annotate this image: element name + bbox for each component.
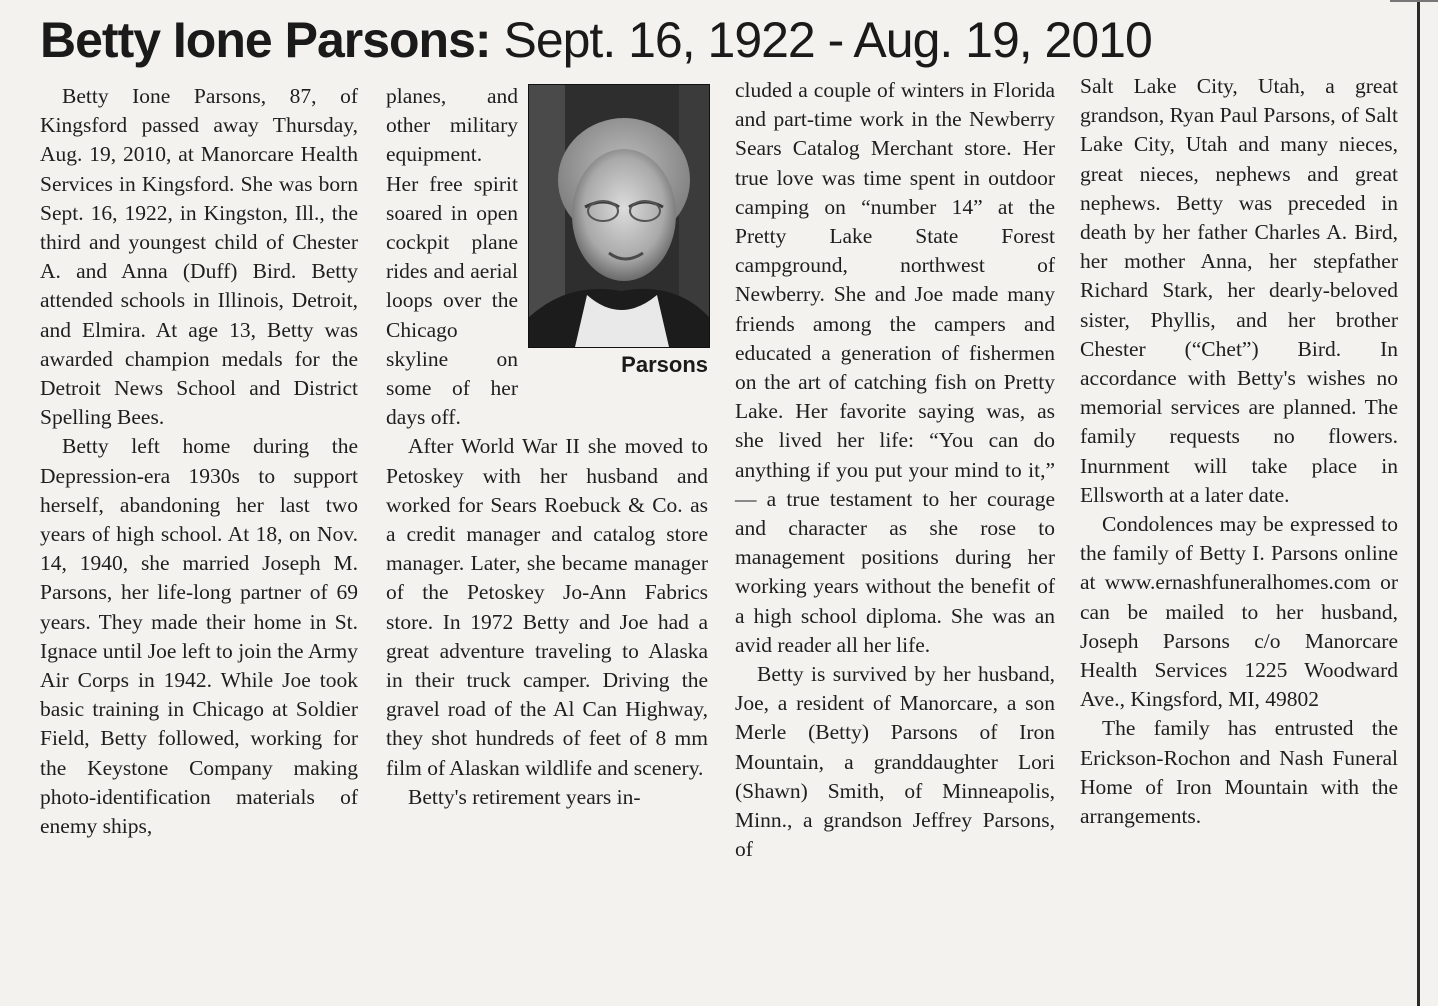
headline	[40, 10, 1340, 70]
top-rule	[1390, 0, 1438, 2]
column-rule	[1417, 0, 1420, 1006]
paragraph: planes, and other military equipment. Her free spirit soared in open cockpit plane rides and aerial loops over the Chicago skyline on some of her days off.	[386, 84, 518, 430]
photo-caption: Parsons	[621, 352, 708, 377]
paragraph: Betty is survived by her husband, Joe, a resident of Manorcare, a son Merle (Betty) Parsons of Iron Mountain, a granddaughter Lori (Shawn) Smith, of Minneapolis, Minn., a grandson Jeffrey Parsons, of	[735, 662, 1055, 862]
headline-name: Betty Ione Parsons:	[40, 12, 491, 68]
column-1	[40, 82, 358, 841]
column-3	[735, 76, 1055, 864]
paragraph: Betty Ione Parsons, 87, of Kingsford passed away Thursday, Aug. 19, 2010, at Manorcare Health Services in Kingsford. She was born Sept. 16, 1922, in Kingston, Ill., the third and youngest child of Chester A. and Anna (Duff) Bird. Betty attended schools in Illinois, Detroit, and Elmira. At age 13, Betty was awarded champion medals for the Detroit News School and District Spelling Bees.	[40, 84, 358, 430]
paragraph: Betty left home during the Depression-era 1930s to support herself, abandoning her last two years of high school. At 18, on Nov. 14, 1940, she married Joseph M. Parsons, her life-long partner of 69 years. They made their home in St. Ignace until Joe left to join the Army Air Corps in 1942. While Joe took basic training in Chicago at Soldier Field, Betty followed, working for the Keystone Company making photo-identification materials of enemy ships,	[40, 434, 358, 839]
paragraph: Betty's retirement years in-	[408, 784, 641, 809]
column-2	[386, 82, 708, 812]
paragraph: Salt Lake City, Utah, a great grandson, Ryan Paul Parsons, of Salt Lake City, Utah and many nieces, great nieces, nephews and great nephews. Betty was preceded in death by her father Charles A. Bird, her mother Anna, her stepfather Richard Stark, her dearly-beloved sister, Phyllis, and her brother Chester (“Chet”) Bird. In accordance with Betty's wishes no memorial services are planned. The family requests no flowers. Inurnment will take place in Ellsworth at a later date.	[1080, 74, 1398, 507]
headline-dates: Sept. 16, 1922 - Aug. 19, 2010	[503, 12, 1152, 68]
paragraph: Condolences may be expressed to the family of Betty I. Parsons online at www.ernashfuneralhomes.com or can be mailed to her husband, Joseph Parsons c/o Manorcare Health Services 1225 Woodward Ave., Kingsford, MI, 49802	[1080, 512, 1398, 712]
paragraph: cluded a couple of winters in Florida and part-time work in the Newberry Sears Catalog Merchant store. Her true love was time spent in outdoor camping on “number 14” at the Pretty Lake State Forest campground, northwest of Newberry. She and Joe made many friends among the campers and educated a generation of fishermen on the art of catching fish on Pretty Lake. Her favorite saying was, as she lived her life: “You can do anything if you put your mind to it,” — a true testament to her courage and character as she rose to management positions during her working years without the benefit of a high school diploma. She was an avid reader all her life.	[735, 78, 1055, 657]
column-4	[1080, 72, 1398, 831]
paragraph: The family has entrusted the Erickson-Rochon and Nash Funeral Home of Iron Mountain with the arrangements.	[1080, 716, 1398, 829]
paragraph: After World War II she moved to Petoskey with her husband and worked for Sears Roebuck & Co. as a credit manager and catalog store manager. Later, she became manager of the Petoskey Jo-Ann Fabrics store. In 1972 Betty and Joe had a great adventure traveling to Alaska in their truck camper. Driving the gravel road of the Al Can Highway, they shot hundreds of feet of 8 mm film of Alaskan wildlife and scenery.	[386, 434, 708, 780]
